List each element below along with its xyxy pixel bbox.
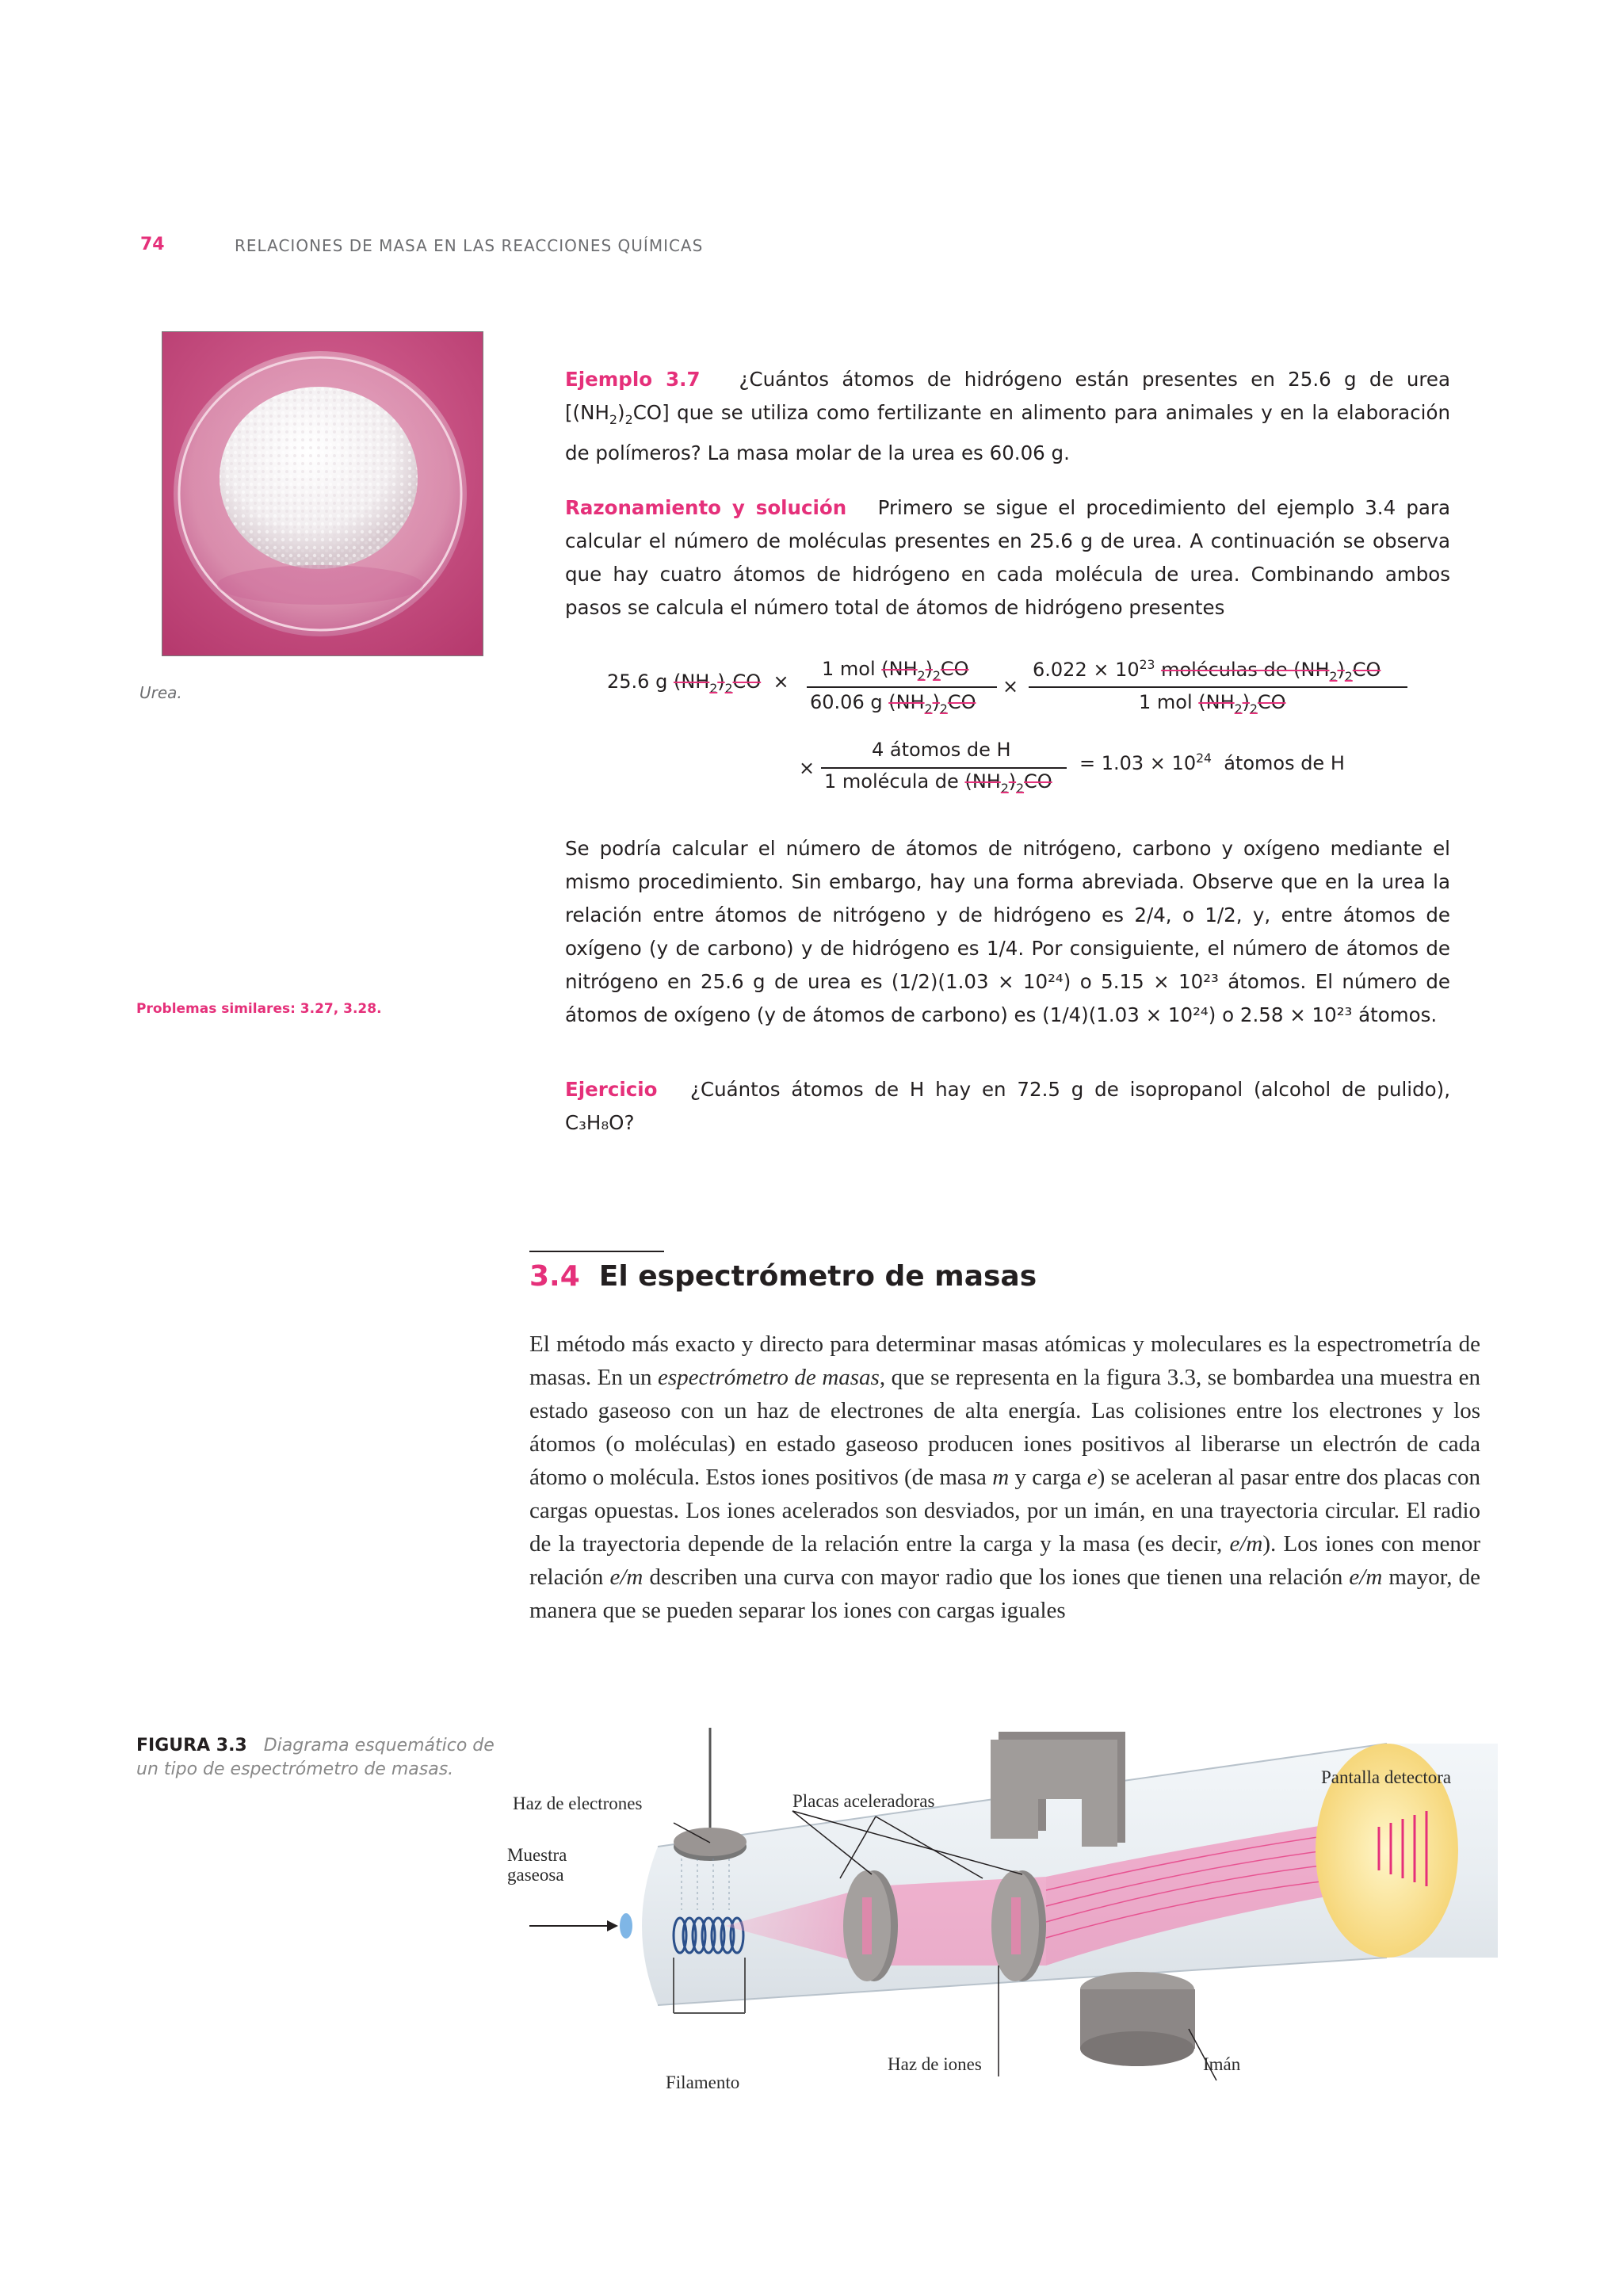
label-electron-beam: Haz de electrones xyxy=(513,1794,643,1813)
section-heading xyxy=(529,1260,1037,1293)
exercise-label: Ejercicio xyxy=(565,1078,658,1101)
label-ion-beam: Haz de iones xyxy=(888,2054,982,2074)
label-accelerator-plates: Placas aceleradoras xyxy=(792,1791,935,1811)
example-label: Ejemplo 3.7 xyxy=(565,368,701,391)
label-detector-screen: Pantalla detectora xyxy=(1321,1767,1452,1787)
mass-spectrometer-diagram xyxy=(475,1728,1498,2124)
equation-result: = $1.03 \times 10^{24}$ átomos de H xyxy=(1079,751,1345,774)
frac1-numerator: 1 mol $(NH_2)_2CO$ xyxy=(822,658,969,683)
example-question: Ejemplo 3.7 ¿Cuántos átomos de hidrógeno están presentes en 25.6 g de urea $[(NH_2)_2CO]$ que se utiliza como fertilizante en alimento para animales y en la elaboración de polímeros? La masa molar de la urea es 60.06 g. xyxy=(565,368,1450,464)
running-head: RELACIONES DE MASA EN LAS REACCIONES QUÍMICAS xyxy=(235,236,704,255)
section-number: 3.4 xyxy=(529,1260,580,1293)
frac2-denominator: 1 mol $(NH_2)_2CO$ xyxy=(1139,691,1286,716)
eq-start: 25.6 g $(NH_2)_2CO$ × xyxy=(607,670,789,696)
example-explanation: Se podría calcular el número de átomos de nitrógeno, carbono y oxígeno mediante el mismo procedimiento. Sin embargo, hay una forma abreviada. Observe que en la urea la relación entre átomos de nitrógeno y de hidrógeno es 2/4, o 1/2, y, entre átomos de oxígeno (y de carbono) y de hidrógeno es 1/4. Por consiguiente, el número de átomos de nitrógeno en 25.6 g de urea es (1/2)(1.03 × 10²⁴) o 5.15 × 10²³ átomos. El número de átomos de oxígeno (y de átomos de carbono) es (1/4)(1.03 × 10²⁴) o 2.58 × 10²³ átomos. xyxy=(565,837,1450,1026)
page-number: 74 xyxy=(140,235,165,254)
figure-caption-text: Diagrama esquemático de un tipo de espectrómetro de masas. xyxy=(136,1736,495,1779)
section-body: El método más exacto y directo para determinar masas atómicas y moleculares es la espectrometría de masas. En un espectrómetro de masas, que se representa en la figura 3.3, se bombardea una muestra en estado gaseoso con un haz de electrones de alta energía. Las colisiones entre los electrones y los átomos (o moléculas) en estado gaseoso producen iones positivos al liberarse un electrón de cada átomo o molécula. Estos iones positivos (de masa m y carga e) se aceleran al pasar entre dos placas con cargas opuestas. Los iones acelerados son desviados, por un imán, en una trayectoria circular. El radio de la trayectoria depende de la relación entre la carga y la masa (es decir, e/m). Los iones con menor relación e/m describen una curva con mayor radio que los iones que tienen una relación e/m mayor, de manera que se pueden separar los iones con cargas iguales xyxy=(529,1331,1481,1623)
label-magnet: Imán xyxy=(1203,2054,1241,2074)
section-rule xyxy=(529,1251,664,1252)
label-filament: Filamento xyxy=(666,2073,740,2092)
frac1-denominator: 60.06 g $(NH_2)_2CO$ xyxy=(810,691,976,716)
frac3-numerator: 4 átomos de H xyxy=(872,739,1011,761)
figure-label: FIGURA 3.3 xyxy=(136,1736,247,1755)
frac3-denominator: 1 molécula de $(NH_2)_2CO$ xyxy=(824,770,1052,796)
figure-caption xyxy=(136,1734,497,1782)
urea-photo xyxy=(162,331,483,656)
reasoning-label: Razonamiento y solución xyxy=(565,496,847,519)
similar-problems: Problemas similares: 3.27, 3.28. xyxy=(136,1001,382,1017)
exercise: Ejercicio ¿Cuántos átomos de H hay en 72.5 g de isopropanol (alcohol de pulido), C₃H₈O? xyxy=(565,1078,1450,1134)
section-title: El espectrómetro de masas xyxy=(598,1260,1037,1293)
photo-caption: Urea. xyxy=(139,683,182,702)
example-reasoning: Razonamiento y solución Primero se sigue el procedimiento del ejemplo 3.4 para calcular el número de moléculas presentes en 25.6 g de urea. A continuación se observa que hay cuatro átomos de hidrógeno en cada molécula de urea. Combinando ambos pasos se calcula el número total de átomos de hidrógeno presentes xyxy=(565,496,1450,619)
label-sample-1: Muestra xyxy=(507,1845,567,1865)
frac2-numerator: $6.022 \times 10^{23}$ moléculas de $(NH_2)_2CO$ xyxy=(1033,658,1381,684)
label-sample-2: gaseosa xyxy=(507,1865,564,1885)
